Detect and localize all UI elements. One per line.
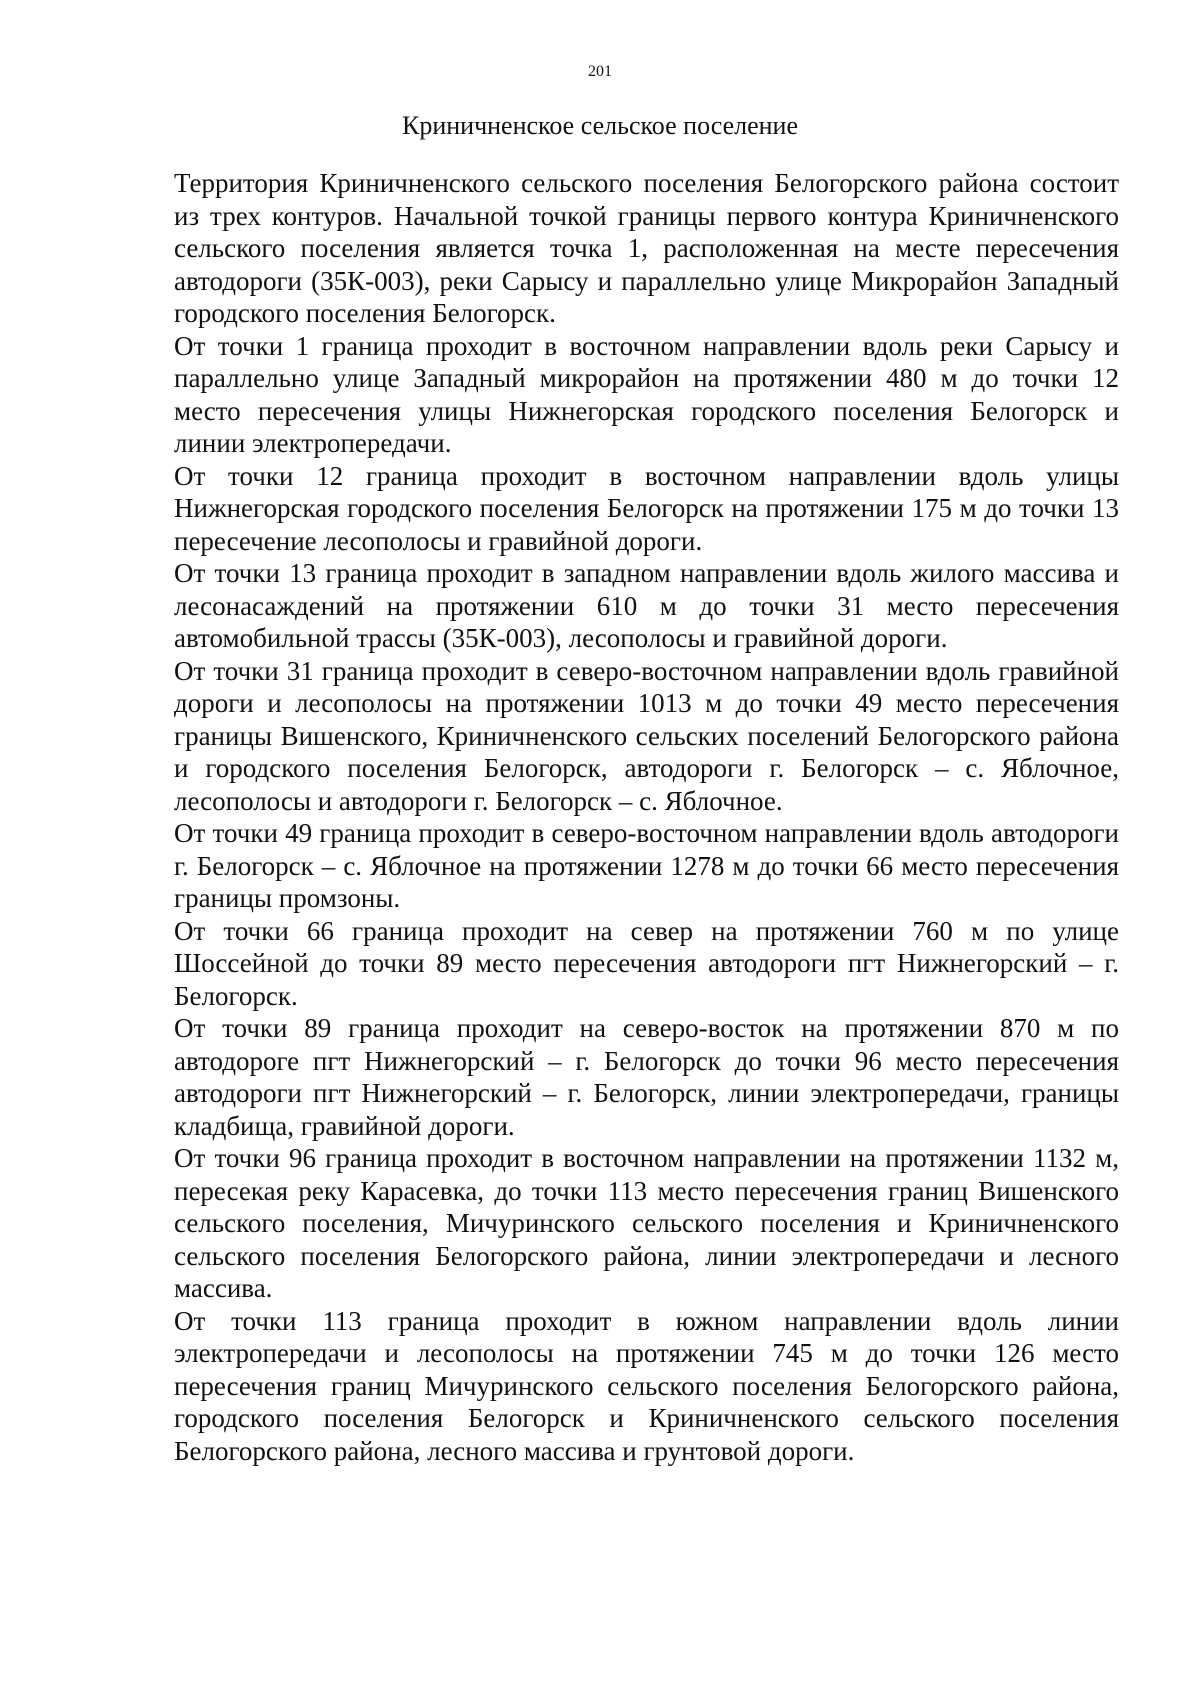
paragraph-6: От точки 49 граница проходит в северо-восточном направлении вдоль автодороги г. Белогорск – с. Яблочное на протяжении 1278 м до точки 66 место пересечения границы промзоны.: [174, 818, 1119, 913]
paragraph-10: От точки 113 граница проходит в южном направлении вдоль линии электропередачи и лесополосы на протяжении 745 м до точки 126 место пересечения границ Мичуринского сельского поселения Белогорского района, городского поселения Белогорск и Криничненского сельского поселения Белогорского района, лесного массива и грунтовой дороги.: [174, 1305, 1119, 1466]
document-body: [174, 167, 1119, 1467]
paragraph-8: От точки 89 граница проходит на северо-восток на протяжении 870 м по автодороге пгт Нижнегорский – г. Белогорск до точки 96 место пересечения автодороги пгт Нижнегорский – г. Белогорск, линии электропередачи, границы кладбища, гравийной дороги.: [174, 1013, 1119, 1141]
paragraph-2: От точки 1 граница проходит в восточном направлении вдоль реки Сарысу и параллельно улице Западный микрорайон на протяжении 480 м до точки 12 место пересечения улицы Нижнегорская городского поселения Белогорск и линии электропередачи.: [174, 330, 1119, 458]
page-title: Криничненское сельское поселение: [401, 111, 799, 140]
page-number: 201: [588, 63, 612, 80]
paragraph-7: От точки 66 граница проходит на север на протяжении 760 м по улице Шоссейной до точки 89 место пересечения автодороги пгт Нижнегорский – г. Белогорск.: [174, 915, 1119, 1011]
paragraph-1: Территория Криничненского сельского поселения Белогорского района состоит из трех контуров. Начальной точкой границы первого контура Криничненского сельского поселения является точка 1, расположенная на месте пересечения автодороги (35К-003), реки Сарысу и параллельно улице Микрорайон Западный городского поселения Белогорск.: [174, 168, 1119, 328]
paragraph-5: От точки 31 граница проходит в северо-восточном направлении вдоль гравийной дороги и лесополосы на протяжении 1013 м до точки 49 место пересечения границы Вишенского, Криничненского сельских поселений Белогорского района и городского поселения Белогорск, автодороги г. Белогорск – с. Яблочное, лесополосы и автодороги г. Белогорск – с. Яблочное.: [174, 655, 1119, 816]
paragraph-3: От точки 12 граница проходит в восточном направлении вдоль улицы Нижнегорская городского поселения Белогорск на протяжении 175 м до точки 13 пересечение лесополосы и гравийной дороги.: [174, 460, 1119, 556]
paragraph-4: От точки 13 граница проходит в западном направлении вдоль жилого массива и лесонасаждений на протяжении 610 м до точки 31 место пересечения автомобильной трассы (35К-003), лесополосы и гравийной дороги.: [174, 558, 1119, 653]
paragraph-9: От точки 96 граница проходит в восточном направлении на протяжении 1132 м, пересекая реку Карасевка, до точки 113 место пересечения границ Вишенского сельского поселения, Мичуринского сельского поселения и Криничненского сельского поселения Белогорского района, линии электропередачи и лесного массива.: [174, 1143, 1119, 1303]
